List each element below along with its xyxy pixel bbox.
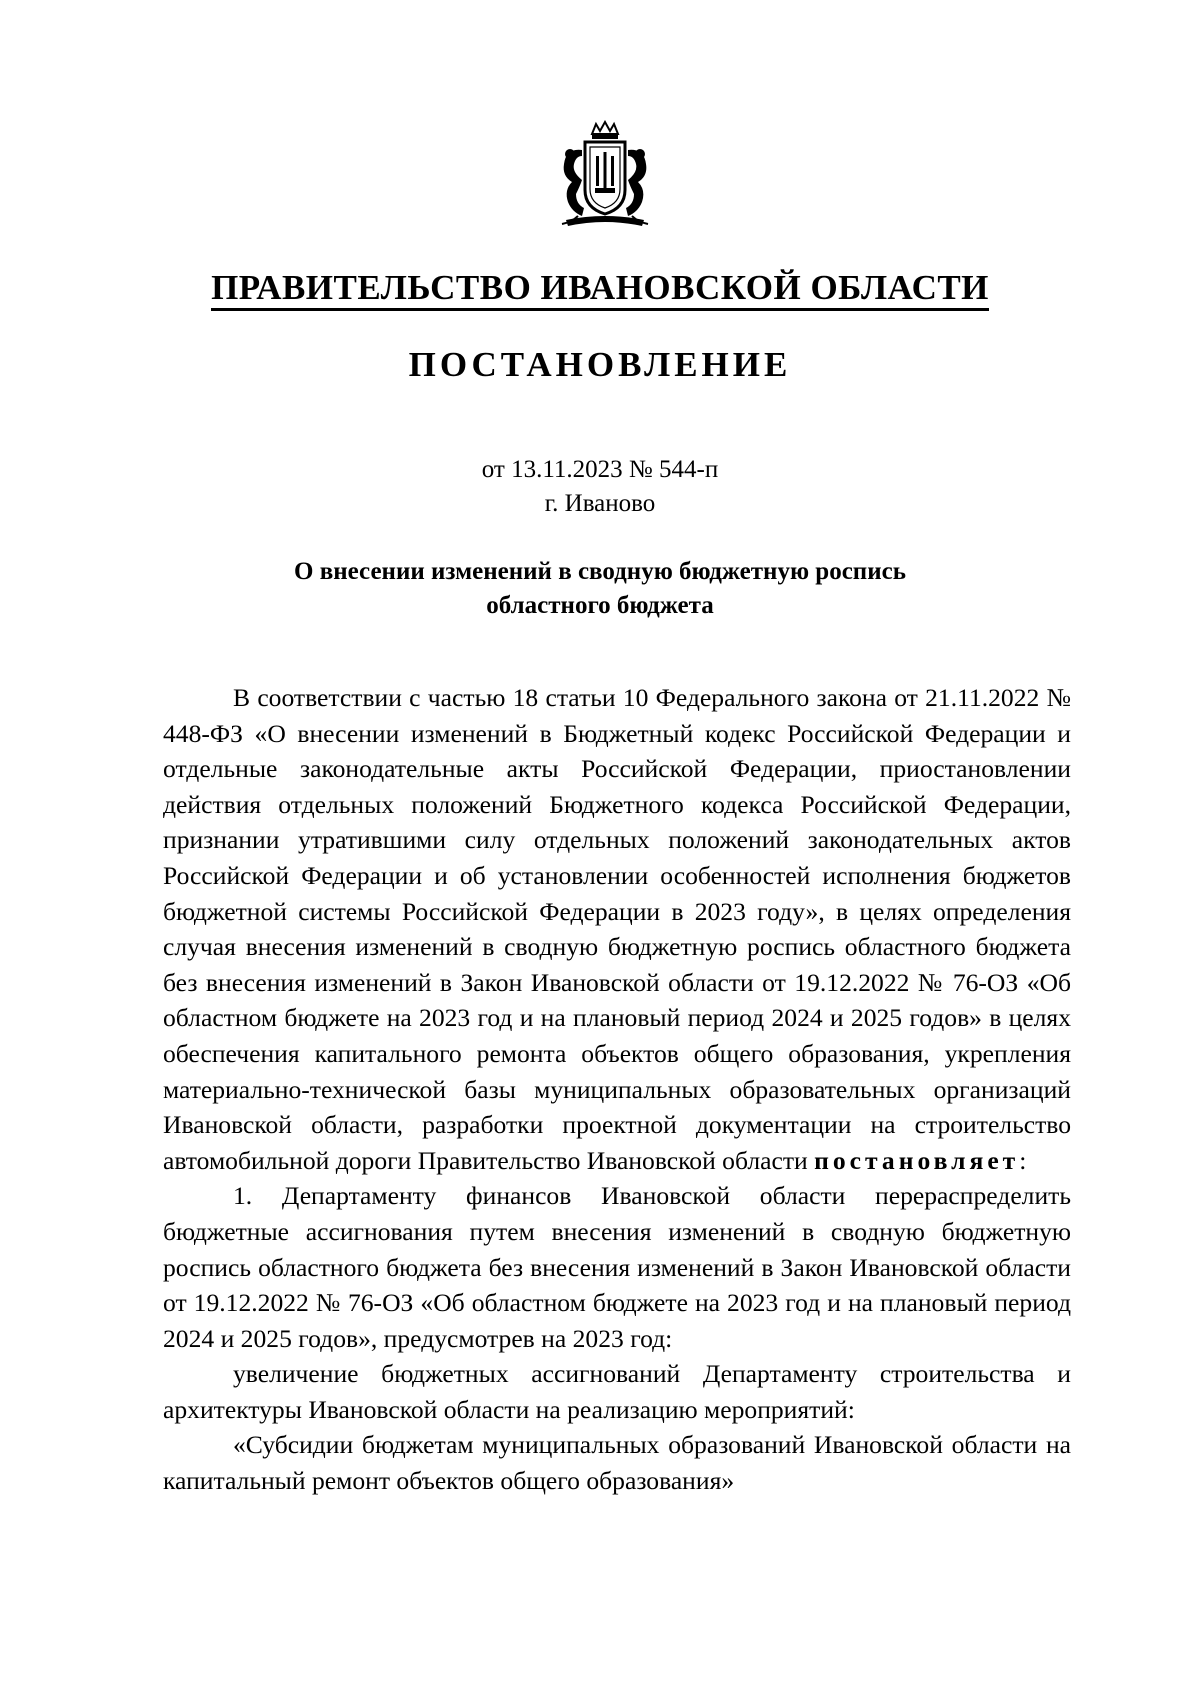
organization-title xyxy=(0,268,1200,308)
paragraph-preamble xyxy=(163,680,1071,1178)
document-meta xyxy=(0,453,1200,521)
paragraph-preamble-text: В соответствии с частью 18 статьи 10 Федерального закона от 21.11.2022 № 448-ФЗ «О внесении изменений в Бюджетный кодекс Российской Федерации и отдельные законодательные акты Российской Федерации, приостановлении действия отдельных положений Бюджетного кодекса Российской Федерации, признании утратившими силу отдельных положений законодательных актов Российской Федерации и об установлении особенностей исполнения бюджетов бюджетной системы Российской Федерации в 2023 году», в целях определения случая внесения изменений в сводную бюджетную роспись областного бюджета без внесения изменений в Закон Ивановской области от 19.12.2022 № 76-ОЗ «Об областном бюджете на 2023 год и на плановый период 2024 и 2025 годов» в целях обеспечения капитального ремонта объектов общего образования, укрепления материально-технической базы муниципальных образовательных организаций Ивановской области, разработки проектной документации на строительство автомобильной дороги Правительство Ивановской области xyxy=(163,683,1071,1175)
document-subject-line1: О внесении изменений в сводную бюджетную роспись xyxy=(294,558,906,585)
paragraph-item-1: 1. Департаменту финансов Ивановской области перераспределить бюджетные ассигнования путем внесения изменений в сводную бюджетную роспись областного бюджета без внесения изменений в Закон Ивановской области от 19.12.2022 № 76-ОЗ «Об областном бюджете на 2023 год и на плановый период 2024 и 2025 годов», предусмотрев на 2023 год: xyxy=(163,1181,1071,1353)
document-date-number: от 13.11.2023 № 544-п xyxy=(481,456,719,483)
decree-colon: : xyxy=(1019,1145,1027,1175)
document-city: г. Иваново xyxy=(544,490,656,517)
paragraph-increase: увеличение бюджетных ассигнований Департаменту строительства и архитектуры Ивановской области на реализацию мероприятий: xyxy=(163,1359,1071,1424)
organization-name: ПРАВИТЕЛЬСТВО ИВАНОВСКОЙ ОБЛАСТИ xyxy=(211,268,989,311)
document-subject-line2: областного бюджета xyxy=(486,592,714,619)
document-subject xyxy=(0,555,1200,623)
coat-of-arms-icon xyxy=(552,120,658,230)
paragraph-subsidies: «Субсидии бюджетам муниципальных образований Ивановской области на капитальный ремонт объектов общего образования» xyxy=(163,1430,1071,1496)
document-type: ПОСТАНОВЛЕНИЕ xyxy=(408,345,792,384)
document-body xyxy=(163,680,1071,1499)
decree-word: постановляет xyxy=(814,1145,1020,1175)
